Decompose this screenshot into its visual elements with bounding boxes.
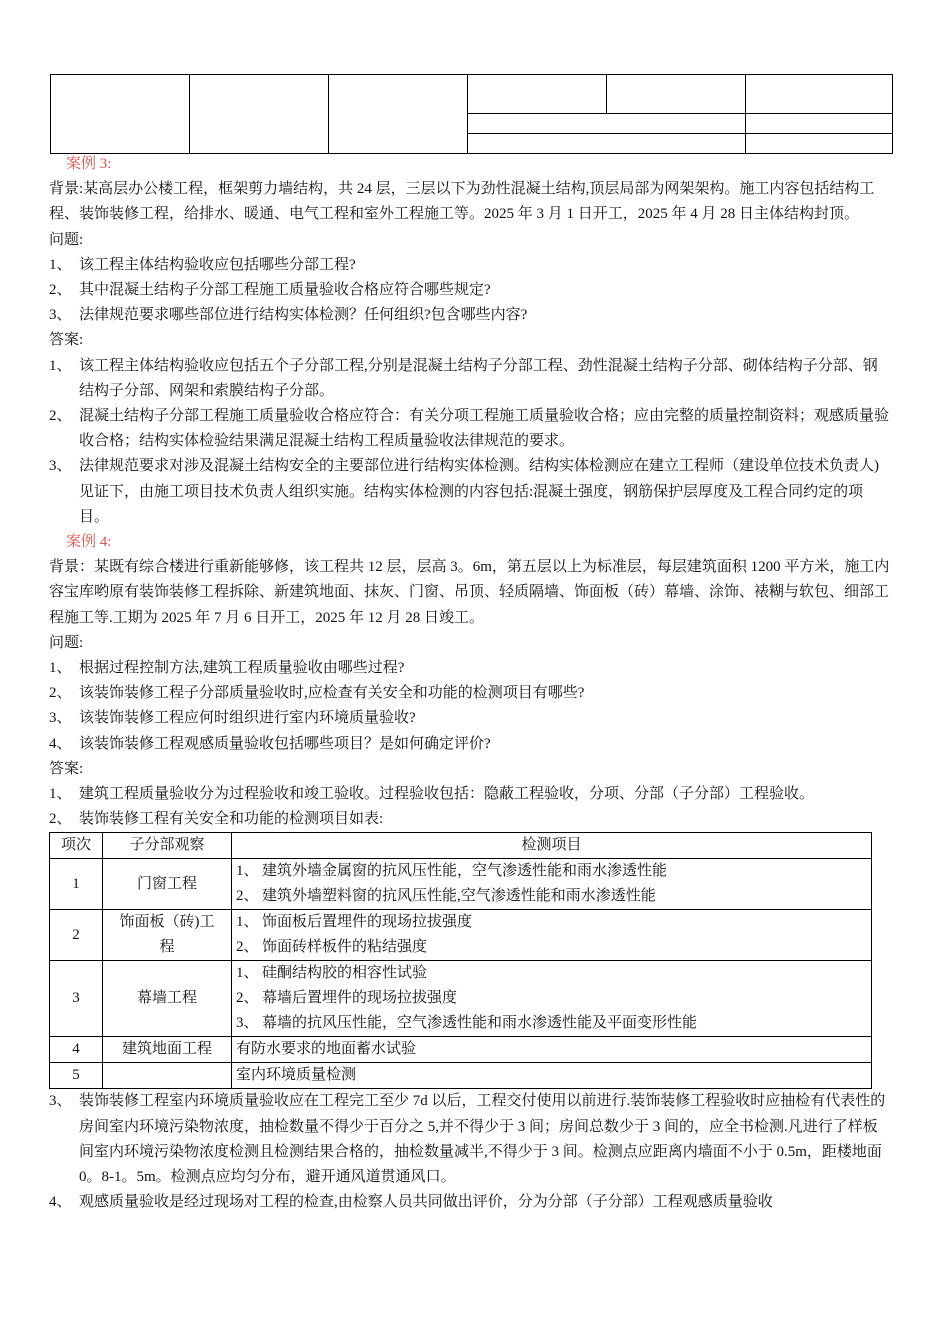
case4-questions-label: 问题: — [49, 634, 84, 651]
case3-title: 案例 3: — [66, 156, 112, 172]
grid-cell — [51, 75, 190, 154]
row-number: 4 — [50, 1037, 103, 1063]
column-header: 子分部观察 — [103, 833, 232, 859]
row-number: 3 — [50, 961, 103, 1037]
case3-answers-label: 答案: — [49, 332, 84, 349]
list-item: 3、 法律规范要求哪些部位进行结构实体检测？任何组织?包含哪些内容? — [49, 307, 528, 324]
list-item: 1、 该工程主体结构验收应包括五个子分部工程,分别是混凝土结构子分部工程、劲性混凝土结构子分部、砌体结构子分部、钢结构子分部、网架和索膜结构子分部。 — [49, 357, 878, 399]
column-header: 项次 — [50, 833, 103, 859]
row-subdivision: 建筑地面工程 — [103, 1037, 232, 1063]
inspection-items-table — [49, 832, 872, 1089]
row-number: 5 — [50, 1063, 103, 1089]
list-item: 3、 幕墙的抗风压性能，空气渗透性能和雨水渗透性能及平面变形性能 — [236, 1015, 698, 1032]
case4-answer-list — [49, 782, 892, 832]
list-item: 1、 该工程主体结构验收应包括哪些分部工程? — [49, 256, 356, 273]
row-subdivision: 幕墙工程 — [103, 961, 232, 1037]
list-item: 2、 该装饰装修工程子分部质量验收时,应检查有关安全和功能的检测项目有哪些? — [49, 685, 585, 702]
list-item: 2、 装饰装修工程有关安全和功能的检测项目如表: — [49, 811, 384, 828]
grid-cell — [746, 134, 893, 154]
list-item: 2、 饰面砖样板件的粘结强度 — [236, 939, 428, 956]
list-item: 1、 建筑工程质量验收分为过程验收和竣工验收。过程验收包括：隐蔽工程验收，分项、分部（子分部）工程验收。 — [49, 786, 815, 803]
empty-grid-table — [50, 74, 893, 154]
case4-answers-label: 答案: — [49, 760, 84, 777]
list-item: 2、 建筑外墙塑料窗的抗风压性能,空气渗透性能和雨水渗透性能 — [236, 888, 656, 905]
document-body — [49, 152, 892, 1216]
row-subdivision — [103, 1063, 232, 1089]
grid-cell — [190, 75, 329, 154]
list-item: 1、 硅酮结构胶的相容性试验 — [236, 965, 428, 982]
case4-title: 案例 4: — [66, 534, 112, 551]
table-row — [50, 910, 872, 961]
row-items — [232, 961, 872, 1037]
row-items: 室内环境质量检测 — [232, 1063, 872, 1089]
grid-cell — [607, 75, 746, 114]
row-number: 2 — [50, 910, 103, 961]
case3-answer-list — [49, 354, 892, 530]
case4-background: 背景：某既有综合楼进行重新能够修，该工程共 12 层，层高 3。6m，第五层以上为标准层，每层建筑面积 1200 平方米，施工内容宝库哟原有装饰装修工程拆除、新建筑地面、抹灰、门窗、吊顶、轻质隔墙、饰面板（砖）幕墙、涂饰、裱糊与软包、细部工程施工等.工期为 2025 年 7 月 6 日开工，2025 年 12 月 28 日竣工。 — [49, 559, 890, 626]
table-row — [50, 859, 872, 910]
table-row — [50, 1063, 872, 1089]
list-item: 4、 观感质量验收是经过现场对工程的检查,由检察人员共同做出评价，分为分部（子分部）工程观感质量验收 — [49, 1194, 773, 1211]
case4-question-list — [49, 656, 892, 757]
list-item: 1、 建筑外墙金属窗的抗风压性能，空气渗透性能和雨水渗透性能 — [236, 863, 668, 880]
list-item: 3、 法律规范要求对涉及混凝土结构安全的主要部位进行结构实体检测。结构实体检测应在建立工程师（建设单位技术负责人)见证下，由施工项目技术负责人组织实施。结构实体检测的内容包括:混凝土强度，钢筋保护层厚度及工程合同约定的项目。 — [49, 458, 880, 525]
table-row — [50, 961, 872, 1037]
row-number: 1 — [50, 859, 103, 910]
grid-cell — [468, 134, 746, 154]
row-subdivision: 门窗工程 — [103, 859, 232, 910]
row-subdivision: 饰面板（砖)工程 — [103, 910, 232, 961]
row-items: 有防水要求的地面蓄水试验 — [232, 1037, 872, 1063]
case4-answer-list-continued — [49, 1089, 892, 1215]
list-item: 3、 装饰装修工程室内环境质量验收应在工程完工至少 7d 以后，工程交付使用以前进行.装饰装修工程验收时应抽检有代表性的房间室内环境污染物浓度，抽检数量不得少于百分之 5,并不得少于 3 间；房间总数少于 3 间的，应全书检测.凡进行了样板间室内环境污染物浓度检测且检测结果合格的，抽检数量减半,不得少于 3 间。检测点应距离内墙面不小于 0.5m，距楼地面 0。8-1。5m。检测点应均匀分布，避开通风道贯通风口。 — [49, 1093, 886, 1186]
row-items — [232, 910, 872, 961]
list-item: 2、 幕墙后置埋件的现场拉拔强度 — [236, 990, 458, 1007]
grid-cell — [746, 75, 893, 114]
grid-cell — [468, 114, 746, 134]
case3-question-list — [49, 253, 892, 329]
table-header-row — [50, 833, 872, 859]
list-item: 1、 根据过程控制方法,建筑工程质量验收由哪些过程? — [49, 660, 405, 677]
list-item: 2、 其中混凝土结构子分部工程施工质量验收合格应符合哪些规定? — [49, 282, 491, 299]
grid-cell — [468, 75, 607, 114]
case3-background: 背景:某高层办公楼工程，框架剪力墙结构，共 24 层，三层以下为劲性混凝土结构,顶层局部为网架架构。施工内容包括结构工程、装饰装修工程，给排水、暖通、电气工程和室外工程施工等。2025 年 3 月 1 日开工，2025 年 4 月 28 日主体结构封顶。 — [49, 181, 875, 223]
grid-cell — [329, 75, 468, 154]
case3-questions-label: 问题: — [49, 231, 84, 248]
list-item: 3、 该装饰装修工程应何时组织进行室内环境质量验收? — [49, 710, 416, 727]
column-header: 检测项目 — [232, 833, 872, 859]
list-item: 4、 该装饰装修工程观感质量验收包括哪些项目？是如何确定评价? — [49, 735, 491, 752]
grid-cell — [746, 114, 893, 134]
list-item: 2、 混凝土结构子分部工程施工质量验收合格应符合：有关分项工程施工质量验收合格；应由完整的质量控制资料；观感质量验收合格；结构实体检验结果满足混凝土结构工程质量验收法律规范的要求。 — [49, 408, 890, 450]
list-item: 1、 饰面板后置埋件的现场拉拔强度 — [236, 914, 473, 931]
row-items — [232, 859, 872, 910]
table-row — [50, 1037, 872, 1063]
